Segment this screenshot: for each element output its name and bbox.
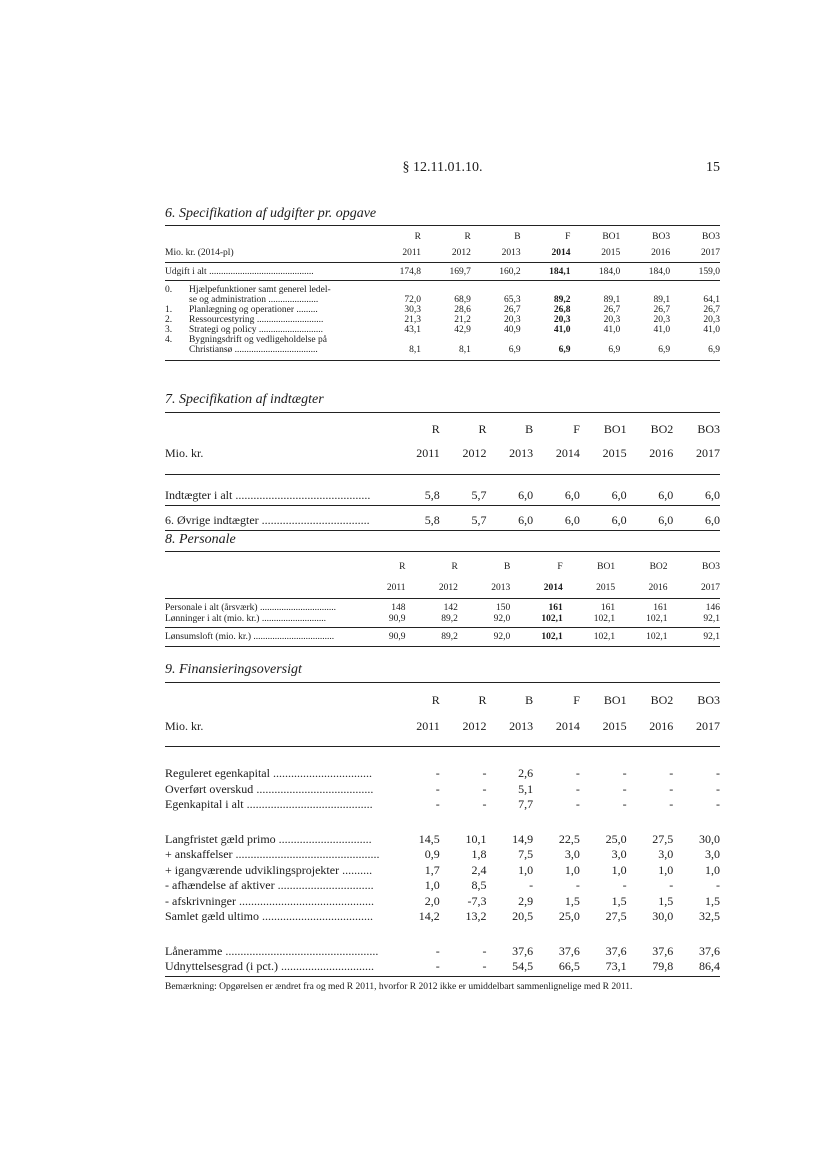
cell: -7,3: [467, 893, 487, 908]
row-label: Reguleret egenkapital .................................: [165, 766, 372, 780]
cell: 184,0: [570, 263, 620, 281]
col-year: 2014: [521, 242, 571, 263]
cell: 37,6: [512, 943, 534, 958]
cell: -: [482, 766, 487, 780]
col-type: B: [503, 562, 511, 572]
cell: 6,0: [673, 506, 720, 531]
col-year: 2014: [533, 709, 580, 747]
row-label: Udnyttelsesgrad (i pct.) ...............................: [165, 959, 393, 976]
col-type: F: [557, 562, 563, 572]
cell: 86,4: [673, 959, 720, 976]
col-type: BO3: [697, 693, 720, 707]
col-year: 2012: [440, 437, 487, 475]
col-year: 2015: [563, 573, 615, 599]
cell: 2,0: [424, 893, 440, 908]
cell: 37,6: [605, 943, 627, 958]
cell: 20,3: [603, 315, 621, 325]
cell: -: [482, 797, 487, 811]
col-year: 2014: [510, 573, 562, 599]
section-title: 7. Specifikation af indtægter: [165, 392, 324, 407]
table-row: [165, 782, 720, 798]
cell: 20,3: [703, 315, 720, 325]
table-row: [165, 797, 720, 813]
col-type: R: [399, 562, 406, 572]
cell: 6,0: [533, 506, 580, 531]
col-type: R: [478, 693, 487, 707]
cell: 66,5: [533, 959, 580, 976]
cell: 8,1: [371, 345, 421, 361]
table-row: [165, 894, 720, 910]
cell: -: [435, 781, 440, 796]
cell: 72,0: [404, 295, 421, 305]
col-year: 2011: [371, 242, 421, 263]
cell: -: [669, 797, 674, 811]
table-row: [165, 813, 720, 848]
table-row: [165, 614, 720, 628]
cell: -: [393, 959, 440, 976]
section-revenue: [165, 392, 720, 531]
cell: 6,9: [620, 345, 670, 361]
unit-label: Mio. kr.: [165, 437, 393, 475]
cell: -: [716, 766, 720, 780]
col-year: 2012: [440, 709, 487, 747]
table-row: [165, 959, 720, 976]
table-row: [165, 475, 720, 506]
cell: 21,2: [454, 315, 471, 325]
row-label: Lønninger i alt (mio. kr.) ...........................: [165, 614, 353, 628]
cell: 1,0: [564, 862, 580, 877]
col-type: B: [525, 693, 534, 707]
cell: 161: [600, 603, 616, 613]
cell: 1,5: [564, 893, 580, 908]
col-year: 2013: [458, 573, 510, 599]
col-year: 2017: [673, 437, 720, 475]
cell: -: [435, 766, 440, 780]
table-row: [165, 315, 720, 325]
cell: 6,0: [486, 475, 533, 506]
cell: 159,0: [670, 263, 720, 281]
cell: 6,9: [670, 345, 720, 361]
row-label: - afhændelse af aktiver ................................: [165, 878, 374, 892]
page-header: [165, 160, 720, 180]
cell: 8,5: [471, 878, 487, 892]
cell: -: [622, 797, 627, 811]
col-year: 2016: [627, 709, 674, 747]
cell: 27,5: [605, 909, 627, 923]
row-label: 1. Planlægning og operationer .........: [165, 305, 318, 315]
cell: 40,9: [504, 325, 521, 335]
cell: 6,0: [486, 506, 533, 531]
table-row: [165, 599, 720, 615]
table-row: [165, 863, 720, 879]
cell: 6,9: [471, 345, 521, 361]
cell: 1,0: [518, 862, 534, 877]
cell: 89,2: [405, 614, 457, 628]
cell: 102,1: [510, 614, 562, 628]
row-label: Egenkapital i alt ..........................................: [165, 797, 373, 811]
col-year: 2017: [670, 242, 720, 263]
cell: 5,1: [518, 781, 534, 796]
table-row: [165, 281, 720, 296]
cell: 79,8: [627, 959, 674, 976]
cell: 1,0: [424, 878, 440, 892]
cell: 54,5: [486, 959, 533, 976]
cell: 2,4: [471, 862, 487, 877]
section-reference: § 12.11.01.10.: [402, 160, 483, 175]
section-financing: [165, 662, 720, 993]
col-type: F: [573, 693, 580, 707]
cell: 41,0: [653, 325, 671, 335]
financing-table: [165, 682, 720, 977]
cell: -: [575, 781, 580, 796]
cell: -: [622, 766, 627, 780]
cell: 1,0: [705, 862, 720, 877]
cell: 3,0: [611, 847, 627, 861]
cell: 102,1: [510, 628, 562, 647]
cell: 27,5: [652, 831, 674, 846]
col-type: B: [514, 232, 521, 242]
row-label: Christiansø ...................................: [165, 345, 371, 361]
revenue-table: [165, 412, 720, 531]
cell: 5,8: [393, 475, 440, 506]
col-type: F: [573, 422, 580, 436]
col-type: BO3: [652, 232, 671, 242]
cell: 2,6: [518, 766, 534, 780]
col-year: 2016: [620, 242, 670, 263]
table-row: [165, 506, 720, 531]
col-type: BO3: [702, 232, 720, 242]
cell: 150: [496, 603, 511, 613]
cell: 2,9: [518, 893, 534, 908]
cell: 30,0: [699, 831, 720, 846]
cell: -: [669, 781, 674, 796]
cell: 21,3: [404, 315, 421, 325]
row-label: Lønsumsloft (mio. kr.) ..................................: [165, 628, 353, 647]
row-label: 2. Ressourcestyring ............................: [165, 315, 324, 325]
cell: 102,1: [563, 628, 615, 647]
unit-label: Mio. kr.: [165, 709, 393, 747]
col-type: BO3: [702, 562, 720, 572]
table-row: [165, 345, 720, 361]
cell: 14,9: [512, 831, 534, 846]
cell: 89,1: [653, 295, 671, 305]
cell: 7,5: [518, 847, 534, 861]
cell: 25,0: [605, 831, 627, 846]
cell: 102,1: [615, 628, 667, 647]
section-staff: [165, 532, 720, 647]
table-row: [165, 305, 720, 315]
col-year: 2013: [471, 242, 521, 263]
cell: 20,3: [653, 315, 671, 325]
col-year: 2016: [615, 573, 667, 599]
cell: 14,2: [418, 909, 440, 923]
cell: 1,5: [705, 893, 720, 908]
cell: 41,0: [603, 325, 621, 335]
cell: 6,0: [627, 475, 674, 506]
cell: 20,3: [504, 315, 521, 325]
cell: 161: [653, 603, 668, 613]
col-year: 2017: [668, 573, 720, 599]
row-label: Udgift i alt ............................................: [165, 263, 371, 281]
cell: 92,0: [458, 614, 510, 628]
cell: 1,0: [611, 862, 627, 877]
cell: 37,6: [652, 943, 674, 958]
col-year: 2013: [486, 709, 533, 747]
cell: 43,1: [404, 325, 421, 335]
row-label: + anskaffelser ................................................: [165, 847, 380, 861]
cell: 13,2: [465, 909, 487, 923]
cell: 1,5: [611, 893, 627, 908]
row-label: 4. Bygningsdrift og vedligeholdelse på: [165, 335, 327, 345]
cell: 30,3: [404, 305, 421, 315]
cell: 6,0: [580, 475, 627, 506]
page-number: 15: [706, 160, 720, 175]
section-title: 8. Personale: [165, 532, 236, 547]
table-row: [165, 325, 720, 335]
cell: 26,7: [653, 305, 671, 315]
cell: 89,2: [405, 628, 457, 647]
cell: 20,5: [512, 909, 534, 923]
cell: -: [716, 878, 720, 892]
cell: -: [575, 766, 580, 780]
col-year: 2012: [421, 242, 471, 263]
cell: 174,8: [371, 263, 421, 281]
col-year: 2017: [673, 709, 720, 747]
unit-label: Mio. kr. (2014-pl): [165, 242, 371, 263]
footnote: Bemærkning: Opgørelsen er ændret fra og med R 2011, hvorfor R 2012 ikke er umiddelbart sammenlignelige med R 2011.: [165, 981, 633, 992]
cell: -: [482, 781, 487, 796]
cell: 0,9: [424, 847, 440, 861]
cell: 89,1: [603, 295, 621, 305]
col-type: BO2: [650, 693, 674, 707]
cell: 68,9: [454, 295, 471, 305]
cell: 26,8: [553, 305, 571, 315]
row-label: se og administration .....................: [189, 295, 319, 305]
row-label: Langfristet gæld primo ...............................: [165, 831, 372, 846]
col-year: 2011: [393, 437, 440, 475]
col-type: BO1: [603, 693, 627, 707]
cell: 184,0: [620, 263, 670, 281]
cell: 184,1: [521, 263, 571, 281]
cell: 6,0: [673, 475, 720, 506]
cell: 10,1: [465, 831, 487, 846]
cell: 26,7: [603, 305, 621, 315]
cell: 1,0: [658, 862, 674, 877]
cell: 42,9: [454, 325, 471, 335]
cell: 37,6: [558, 943, 580, 958]
cell: 1,7: [424, 862, 440, 877]
cell: -: [622, 781, 627, 796]
section-title: 6. Specifikation af udgifter pr. opgave: [165, 206, 377, 221]
col-type: BO1: [602, 232, 621, 242]
cell: -: [435, 943, 440, 958]
cell: -: [575, 797, 580, 811]
cell: 30,0: [652, 909, 674, 923]
cell: 6,9: [521, 345, 571, 361]
cell: 25,0: [558, 909, 580, 923]
col-year: 2014: [533, 437, 580, 475]
cell: 146: [705, 603, 720, 613]
cell: 5,7: [440, 506, 487, 531]
cell: 3,0: [705, 847, 720, 861]
col-year: 2015: [570, 242, 620, 263]
col-type: R: [451, 562, 458, 572]
row-label: 0. Hjælpefunktioner samt generel ledel-: [165, 285, 331, 295]
col-type: R: [464, 232, 471, 242]
cell: 6,9: [570, 345, 620, 361]
table-row: [165, 295, 720, 305]
cell: -: [669, 766, 674, 780]
col-type: R: [478, 422, 487, 436]
table-row: [165, 628, 720, 647]
col-year: 2013: [486, 437, 533, 475]
col-year: 2016: [627, 437, 674, 475]
row-label: 6. Øvrige indtægter ....................................: [165, 506, 393, 531]
row-label: Overført overskud .......................................: [165, 781, 374, 796]
cell: 14,5: [418, 831, 440, 846]
row-label: 3. Strategi og policy ...........................: [165, 325, 324, 335]
cell: 32,5: [699, 909, 720, 923]
cell: 142: [443, 603, 458, 613]
cell: 7,7: [518, 797, 534, 811]
cell: -: [440, 959, 487, 976]
col-year: 2012: [405, 573, 457, 599]
cell: 5,7: [440, 475, 487, 506]
cell: -: [716, 781, 720, 796]
cell: 90,9: [353, 628, 405, 647]
cell: 73,1: [580, 959, 627, 976]
cell: 6,0: [580, 506, 627, 531]
table-row: [165, 925, 720, 960]
expenses-table: [165, 225, 720, 361]
section-title: 9. Finansieringsoversigt: [165, 662, 302, 677]
table-row: [165, 878, 720, 894]
cell: 41,0: [553, 325, 571, 335]
cell: 169,7: [421, 263, 471, 281]
table-row: [165, 847, 720, 863]
cell: 148: [391, 603, 406, 613]
cell: 89,2: [553, 295, 571, 305]
col-type: R: [414, 232, 421, 242]
col-type: R: [431, 422, 440, 436]
col-type: B: [525, 422, 534, 436]
cell: 1,8: [471, 847, 487, 861]
col-type: BO1: [597, 562, 616, 572]
table-row: [165, 335, 720, 345]
cell: 102,1: [563, 614, 615, 628]
row-label: Samlet gæld ultimo .....................................: [165, 909, 374, 923]
cell: -: [716, 797, 720, 811]
cell: 26,7: [703, 305, 720, 315]
cell: 90,9: [353, 614, 405, 628]
col-year: 2015: [580, 437, 627, 475]
cell: 102,1: [615, 614, 667, 628]
cell: 3,0: [564, 847, 580, 861]
table-row: [165, 909, 720, 925]
cell: -: [435, 797, 440, 811]
col-type: BO2: [649, 562, 668, 572]
cell: -: [669, 878, 674, 892]
row-label: - afskrivninger .............................................: [165, 893, 374, 908]
cell: 41,0: [703, 325, 720, 335]
col-year: 2011: [393, 709, 440, 747]
cell: 20,3: [553, 315, 571, 325]
row-label: Indtægter i alt .............................................: [165, 475, 393, 506]
row-label: Personale i alt (årsværk) ................................: [165, 603, 336, 613]
cell: 5,8: [393, 506, 440, 531]
cell: 28,6: [454, 305, 471, 315]
cell: 6,0: [533, 475, 580, 506]
cell: 160,2: [471, 263, 521, 281]
cell: 37,6: [699, 943, 720, 958]
cell: 64,1: [703, 295, 720, 305]
cell: 92,0: [458, 628, 510, 647]
col-type: F: [565, 232, 571, 242]
cell: 26,7: [504, 305, 521, 315]
cell: -: [622, 878, 627, 892]
cell: 6,0: [627, 506, 674, 531]
col-type: BO2: [650, 422, 674, 436]
cell: 92,1: [668, 614, 720, 628]
col-year: 2015: [580, 709, 627, 747]
cell: 8,1: [421, 345, 471, 361]
cell: 22,5: [558, 831, 580, 846]
cell: 92,1: [668, 628, 720, 647]
cell: 161: [548, 603, 563, 613]
row-label: Låneramme ...................................................: [165, 943, 379, 958]
cell: 65,3: [504, 295, 521, 305]
cell: -: [529, 878, 534, 892]
cell: -: [575, 878, 580, 892]
cell: 1,5: [658, 893, 674, 908]
col-type: R: [431, 693, 440, 707]
row-label: + igangværende udviklingsprojekter ..........: [165, 862, 373, 877]
col-type: BO1: [603, 422, 627, 436]
col-year: 2011: [353, 573, 405, 599]
table-row-total: [165, 263, 720, 281]
cell: -: [482, 943, 487, 958]
staff-table: [165, 551, 720, 647]
col-type: BO3: [697, 422, 720, 436]
table-row: [165, 747, 720, 782]
cell: 3,0: [658, 847, 674, 861]
section-expenses-by-task: [165, 206, 720, 361]
